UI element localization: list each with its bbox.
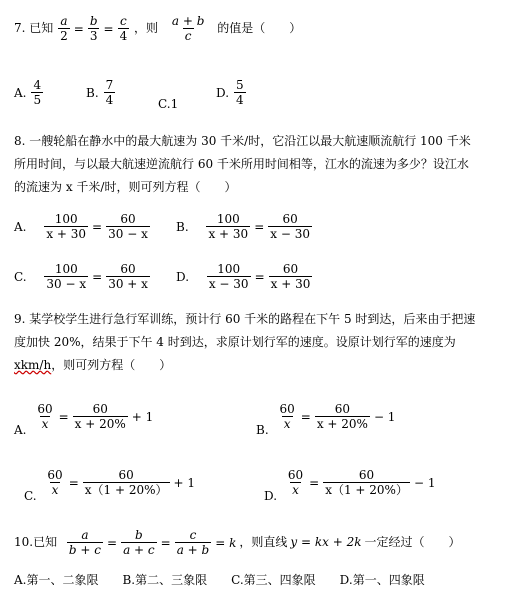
- q9-stem: [14, 308, 514, 377]
- q8-option-a: A. $\frac{100}{x + 30}$ = $\frac{60}{30 - x}$: [14, 212, 148, 241]
- q7-known: 已知: [29, 21, 54, 35]
- q7-tail: 的值是（ ）: [217, 21, 302, 35]
- q9-line-3: [14, 354, 514, 377]
- q7-number: 7.: [14, 21, 26, 35]
- q8-line-1: 8. 一艘轮船在静水中的最大航速为 30 千米/时，它沿江以最大航速顺流航行 100 千米: [14, 134, 471, 148]
- q10-tail: 一定经过（ ）: [364, 535, 461, 549]
- q9-line-3-rest: ，则可列方程（ ）: [51, 358, 172, 372]
- q8-option-d: D. $\frac{100}{x - 30}$ = $\frac{60}{x + 30}$: [176, 262, 311, 291]
- q10-line-equation: y = kx + 2k: [290, 535, 362, 549]
- q8-line-2: 所用时间，与以最大航速逆流航行 60 千米所用时间相等，江水的流速为多少？设江水: [14, 157, 469, 171]
- q7-option-a: A. $\frac{4}{5}$: [14, 78, 42, 107]
- q7-frac-a2: $\frac{a}{2}$: [60, 14, 68, 43]
- q7-target-frac: $\frac{a + b}{c}$: [171, 14, 205, 43]
- q7-then: ，则: [134, 21, 159, 35]
- q7-option-b: B. $\frac{7}{4}$: [86, 78, 114, 107]
- q7-option-d: D. $\frac{5}{4}$: [216, 78, 244, 107]
- q7-frac-c4: $\frac{c}{4}$: [119, 14, 128, 43]
- q9-unit: xkm/h: [14, 358, 52, 372]
- q8-option-b: B. $\frac{100}{x + 30}$ = $\frac{60}{x - 30}$: [176, 212, 310, 241]
- q7-option-c: C.1: [158, 97, 179, 111]
- q9-line-1: 9. 某学校学生进行急行军训练，预计行 60 千米的路程在下午 5 时到达，后来由于把速: [14, 312, 476, 326]
- q10-options: A.第一、二象限 B.第二、三象限 C.第三、四象限 D.第一、四象限: [14, 573, 425, 587]
- q7-frac-b3: $\frac{b}{3}$: [89, 14, 98, 43]
- q9-option-a: A. $\frac{60}{x}$ = $\frac{60}{x + 20\%}$ + 1: [14, 402, 154, 437]
- q9-option-b: B. $\frac{60}{x}$ = $\frac{60}{x + 20\%}$ − 1: [256, 402, 396, 437]
- q7-stem: 7. 已知 $\frac{a}{2}$ = $\frac{b}{3}$ = $\frac{c}{4}$ ，则 $\frac{a + b}{c}$ 的值是（ ）: [14, 14, 302, 43]
- q10-stem: 10.已知 $\frac{a}{b + c}$ = $\frac{b}{a + c}$ = $\frac{c}{a + b}$ = k ，则直线 y = kx + 2k 一定经过（ ）: [14, 528, 461, 557]
- q10-number: 10.已知: [14, 535, 58, 549]
- q9-line-2: 度加快 20%，结果于下午 4 时到达，求原计划行军的速度。设原计划行军的速度为: [14, 335, 456, 349]
- q10-mid: ，则直线: [239, 535, 288, 549]
- q9-option-d: D. $\frac{60}{x}$ = $\frac{60}{x(1 + 20\%)}$ − 1: [264, 468, 436, 503]
- q8-stem: [14, 130, 514, 199]
- q8-option-c: C. $\frac{100}{30 - x}$ = $\frac{60}{30 + x}$: [14, 262, 148, 291]
- q8-line-3: 的流速为 x 千米/时，则可列方程（ ）: [14, 180, 237, 194]
- q9-option-c: C. $\frac{60}{x}$ = $\frac{60}{x(1 + 20\%)}$ + 1: [24, 468, 196, 503]
